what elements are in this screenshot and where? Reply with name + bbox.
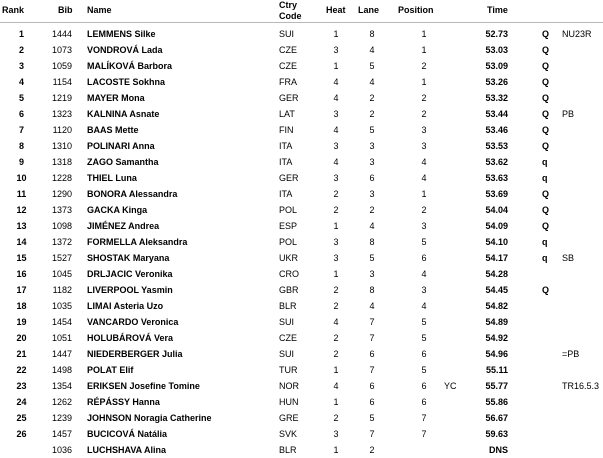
qualification-mark: Q: [542, 77, 550, 87]
athlete-name: LEMMENS Silke: [87, 29, 156, 39]
heat-cell: 1: [333, 221, 339, 231]
table-row: [0, 42, 603, 58]
heat-cell: 2: [333, 333, 339, 343]
lane-cell: 8: [369, 237, 375, 247]
country-code: ITA: [279, 141, 293, 151]
table-row: [0, 74, 603, 90]
heat-cell: 3: [333, 141, 339, 151]
table-row: [0, 234, 603, 250]
country-code: POL: [279, 205, 298, 215]
time-cell: 53.44: [485, 109, 508, 119]
bib-cell: 1098: [51, 221, 72, 231]
country-code: GBR: [279, 285, 299, 295]
country-code: GER: [279, 173, 299, 183]
table-row: [0, 26, 603, 42]
table-row: [0, 218, 603, 234]
time-cell: 53.69: [485, 189, 508, 199]
lane-cell: 3: [369, 141, 375, 151]
lane-cell: 7: [369, 317, 375, 327]
time-cell: 53.03: [485, 45, 508, 55]
heat-cell: 1: [333, 445, 339, 455]
heat-cell: 4: [333, 77, 339, 87]
country-code: FRA: [279, 77, 297, 87]
lane-cell: 4: [369, 221, 375, 231]
position-cell: 5: [421, 365, 427, 375]
time-cell: 53.09: [485, 61, 508, 71]
qualification-mark: Q: [542, 205, 550, 215]
athlete-name: KALNINA Asnate: [87, 109, 160, 119]
rank-cell: 21: [16, 349, 27, 359]
qualification-mark: q: [542, 237, 548, 247]
table-row: [0, 362, 603, 378]
time-cell: 54.82: [485, 301, 508, 311]
position-cell: 2: [421, 205, 427, 215]
bib-cell: 1372: [51, 237, 72, 247]
qualification-mark: Q: [542, 109, 550, 119]
lane-cell: 7: [369, 365, 375, 375]
country-code: ESP: [279, 221, 298, 231]
table-row: [0, 378, 603, 394]
table-row: [0, 154, 603, 170]
position-cell: 5: [421, 317, 427, 327]
time-cell: 54.04: [485, 205, 508, 215]
rank-cell: 24: [16, 397, 27, 407]
athlete-name: RÉPÁSSY Hanna: [87, 397, 160, 407]
heat-cell: 1: [333, 269, 339, 279]
athlete-name: JOHNSON Noragia Catherine: [87, 413, 212, 423]
lane-cell: 8: [369, 29, 375, 39]
heat-cell: 2: [333, 413, 339, 423]
position-cell: 1: [421, 29, 427, 39]
bib-cell: 1228: [51, 173, 72, 183]
heat-cell: 2: [333, 285, 339, 295]
position-cell: 6: [421, 253, 427, 263]
time-cell: 53.46: [485, 125, 508, 135]
lane-cell: 6: [369, 397, 375, 407]
table-header: [0, 0, 603, 23]
position-cell: 2: [421, 109, 427, 119]
country-code: BLR: [279, 445, 297, 455]
bib-cell: 1457: [51, 429, 72, 439]
bib-cell: 1219: [51, 93, 72, 103]
country-code: SUI: [279, 317, 295, 327]
record-note: =PB: [562, 349, 580, 359]
heat-cell: 4: [333, 317, 339, 327]
athlete-name: LACOSTE Sokhna: [87, 77, 166, 87]
qualification-mark: Q: [542, 285, 550, 295]
heat-cell: 4: [333, 93, 339, 103]
athlete-name: THIEL Luna: [87, 173, 137, 183]
heat-cell: 3: [333, 237, 339, 247]
qualification-mark: Q: [542, 125, 550, 135]
rank-cell: 22: [16, 365, 27, 375]
position-cell: 6: [421, 397, 427, 407]
bib-cell: 1527: [51, 253, 72, 263]
lane-cell: 3: [369, 189, 375, 199]
qualification-mark: Q: [542, 189, 550, 199]
qualification-mark: Q: [542, 93, 550, 103]
heat-cell: 4: [333, 125, 339, 135]
time-cell: 55.86: [485, 397, 508, 407]
time-cell: 56.67: [485, 413, 508, 423]
country-code: CZE: [279, 45, 297, 55]
lane-cell: 6: [369, 349, 375, 359]
rank-cell: 4: [18, 77, 24, 87]
bib-cell: 1354: [51, 381, 72, 391]
rank-cell: 7: [18, 125, 24, 135]
heat-cell: 4: [333, 381, 339, 391]
time-cell: 54.17: [485, 253, 508, 263]
athlete-name: LUCHSHAVA Alina: [87, 445, 167, 455]
time-cell: 53.26: [485, 77, 508, 87]
athlete-name: HOLUBÁROVÁ Vera: [87, 333, 174, 343]
lane-cell: 2: [369, 93, 375, 103]
country-code: CRO: [279, 269, 299, 279]
table-row: [0, 266, 603, 282]
time-cell: 54.92: [485, 333, 508, 343]
rank-cell: 10: [16, 173, 27, 183]
athlete-name: BAAS Mette: [87, 125, 139, 135]
rank-cell: 5: [18, 93, 24, 103]
position-cell: 1: [421, 45, 427, 55]
athlete-name: ZAGO Samantha: [87, 157, 159, 167]
position-cell: 4: [421, 301, 427, 311]
rank-cell: 6: [18, 109, 24, 119]
position-cell: 4: [421, 157, 427, 167]
lane-cell: 6: [369, 381, 375, 391]
bib-cell: 1036: [51, 445, 72, 455]
record-note: TR16.5.3: [562, 381, 600, 391]
lane-cell: 5: [369, 125, 375, 135]
header-bib: Bib: [58, 5, 73, 15]
table-row: [0, 170, 603, 186]
heat-cell: 1: [333, 365, 339, 375]
country-code: FIN: [279, 125, 294, 135]
country-code: LAT: [279, 109, 295, 119]
table-row: [0, 346, 603, 362]
header-lane: Lane: [358, 5, 380, 15]
qualification-mark: q: [542, 173, 548, 183]
lane-cell: 6: [369, 173, 375, 183]
heat-cell: 3: [333, 173, 339, 183]
rank-cell: 12: [16, 205, 27, 215]
time-cell: 54.45: [485, 285, 508, 295]
bib-cell: 1318: [51, 157, 72, 167]
table-row: [0, 122, 603, 138]
header-ctry-line1: Ctry: [279, 0, 298, 10]
country-code: NOR: [279, 381, 299, 391]
country-code: SUI: [279, 29, 295, 39]
athlete-name: LIVERPOOL Yasmin: [87, 285, 173, 295]
header-country-code: [279, 0, 302, 22]
athlete-name: BUCICOVÁ Natália: [87, 429, 168, 439]
bib-cell: 1498: [51, 365, 72, 375]
table-row: [0, 282, 603, 298]
bib-cell: 1444: [51, 29, 72, 39]
position-cell: 4: [421, 269, 427, 279]
table-row: [0, 442, 603, 458]
time-cell: 53.53: [485, 141, 508, 151]
time-cell: 53.32: [485, 93, 508, 103]
record-note: PB: [562, 109, 575, 119]
rank-cell: 26: [16, 429, 27, 439]
heat-cell: 1: [333, 61, 339, 71]
position-cell: 6: [421, 381, 427, 391]
heat-cell: 2: [333, 301, 339, 311]
header-position: Position: [398, 5, 434, 15]
bib-cell: 1454: [51, 317, 72, 327]
table-row: [0, 138, 603, 154]
table-row: [0, 314, 603, 330]
athlete-name: ERIKSEN Josefine Tomine: [87, 381, 200, 391]
position-cell: 4: [421, 173, 427, 183]
qualification-mark: q: [542, 157, 548, 167]
athlete-name: POLAT Elif: [87, 365, 134, 375]
bib-cell: 1310: [51, 141, 72, 151]
athlete-name: FORMELLA Aleksandra: [87, 237, 188, 247]
heat-cell: 3: [333, 109, 339, 119]
athlete-name: SHOSTAK Maryana: [87, 253, 170, 263]
time-cell: 55.77: [485, 381, 508, 391]
bib-cell: 1120: [52, 125, 72, 135]
bib-cell: 1154: [52, 77, 72, 87]
heat-cell: 1: [333, 397, 339, 407]
rank-cell: 20: [16, 333, 27, 343]
country-code: SUI: [279, 349, 295, 359]
athlete-name: BONORA Alessandra: [87, 189, 178, 199]
country-code: UKR: [279, 253, 299, 263]
country-code: POL: [279, 237, 298, 247]
table-row: [0, 202, 603, 218]
lane-cell: 2: [369, 205, 375, 215]
position-cell: 3: [421, 141, 427, 151]
country-code: CZE: [279, 333, 297, 343]
rank-cell: 11: [16, 189, 27, 199]
rank-cell: 2: [18, 45, 24, 55]
athlete-name: GACKA Kinga: [87, 205, 148, 215]
position-cell: 3: [421, 285, 427, 295]
athlete-name: VONDROVÁ Lada: [87, 45, 163, 55]
lane-cell: 4: [369, 301, 375, 311]
heat-cell: 4: [333, 157, 339, 167]
header-ctry-line2: Code: [279, 11, 302, 21]
qualification-mark: q: [542, 253, 548, 263]
results-table-body: [0, 26, 603, 458]
country-code: SVK: [279, 429, 298, 439]
athlete-name: MALÍKOVÁ Barbora: [87, 61, 173, 71]
table-row: [0, 90, 603, 106]
position-cell: 5: [421, 237, 427, 247]
record-note: NU23R: [562, 29, 592, 39]
heat-cell: 3: [333, 253, 339, 263]
lane-cell: 4: [369, 77, 375, 87]
rank-cell: 23: [16, 381, 27, 391]
time-cell: 54.89: [485, 317, 508, 327]
position-cell: 5: [421, 333, 427, 343]
country-code: BLR: [279, 301, 297, 311]
country-code: TUR: [279, 365, 298, 375]
bib-cell: 1262: [51, 397, 72, 407]
country-code: GRE: [279, 413, 299, 423]
rank-cell: 14: [16, 237, 27, 247]
lane-cell: 2: [369, 109, 375, 119]
table-row: [0, 58, 603, 74]
country-code: GER: [279, 93, 299, 103]
heat-cell: 3: [333, 429, 339, 439]
lane-cell: 3: [369, 269, 375, 279]
table-row: [0, 330, 603, 346]
position-cell: 7: [421, 429, 427, 439]
bib-cell: 1051: [51, 333, 72, 343]
bib-cell: 1323: [51, 109, 72, 119]
athlete-name: MAYER Mona: [87, 93, 145, 103]
time-cell: 54.96: [485, 349, 508, 359]
rank-cell: 3: [18, 61, 24, 71]
lane-cell: 5: [369, 253, 375, 263]
athlete-name: JIMÉNEZ Andrea: [87, 221, 160, 231]
country-code: ITA: [279, 157, 293, 167]
heat-cell: 2: [333, 205, 339, 215]
bib-cell: 1373: [51, 205, 72, 215]
header-heat: Heat: [326, 5, 346, 15]
table-row: [0, 426, 603, 442]
time-cell: 55.11: [485, 365, 508, 375]
time-cell: 53.62: [485, 157, 508, 167]
position-cell: 1: [421, 189, 427, 199]
rank-cell: 25: [16, 413, 27, 423]
bib-cell: 1290: [51, 189, 72, 199]
position-cell: 2: [421, 61, 427, 71]
header-rank: Rank: [2, 5, 25, 15]
lane-cell: 5: [369, 413, 375, 423]
qualification-mark: Q: [542, 221, 550, 231]
position-cell: 7: [421, 413, 427, 423]
athlete-name: NIEDERBERGER Julia: [87, 349, 183, 359]
table-row: [0, 410, 603, 426]
time-cell: 52.73: [485, 29, 508, 39]
lane-cell: 2: [369, 445, 375, 455]
time-cell: 54.28: [485, 269, 508, 279]
lane-cell: 7: [369, 333, 375, 343]
bib-cell: 1045: [51, 269, 72, 279]
position-cell: 3: [421, 221, 427, 231]
lane-cell: 4: [369, 45, 375, 55]
record-note: SB: [562, 253, 575, 263]
time-cell: 54.09: [485, 221, 508, 231]
table-row: [0, 394, 603, 410]
heat-cell: 2: [333, 189, 339, 199]
card-flag: YC: [444, 381, 457, 391]
bib-cell: 1059: [51, 61, 72, 71]
qualification-mark: Q: [542, 45, 550, 55]
rank-cell: 16: [16, 269, 27, 279]
heat-cell: 1: [333, 29, 339, 39]
time-cell: 53.63: [485, 173, 508, 183]
lane-cell: 8: [369, 285, 375, 295]
qualification-mark: Q: [542, 61, 550, 71]
table-row: [0, 298, 603, 314]
bib-cell: 1447: [51, 349, 72, 359]
time-cell: 54.10: [485, 237, 508, 247]
country-code: ITA: [279, 189, 293, 199]
rank-cell: 1: [18, 29, 24, 39]
table-row: [0, 186, 603, 202]
position-cell: 6: [421, 349, 427, 359]
heat-cell: 2: [333, 349, 339, 359]
lane-cell: 7: [369, 429, 375, 439]
bib-cell: 1182: [52, 285, 72, 295]
heat-cell: 3: [333, 45, 339, 55]
table-row: [0, 106, 603, 122]
qualification-mark: Q: [542, 141, 550, 151]
position-cell: 3: [421, 125, 427, 135]
rank-cell: 8: [18, 141, 24, 151]
athlete-name: DRLJACIC Veronika: [87, 269, 173, 279]
qualification-mark: Q: [542, 29, 550, 39]
position-cell: 1: [421, 77, 427, 87]
table-row: [0, 250, 603, 266]
bib-cell: 1035: [51, 301, 72, 311]
rank-cell: 19: [16, 317, 27, 327]
time-cell: 59.63: [485, 429, 508, 439]
rank-cell: 18: [16, 301, 27, 311]
rank-cell: 17: [16, 285, 27, 295]
header-time: Time: [487, 5, 508, 15]
country-code: HUN: [279, 397, 299, 407]
country-code: CZE: [279, 61, 297, 71]
rank-cell: 13: [16, 221, 27, 231]
rank-cell: 9: [18, 157, 24, 167]
lane-cell: 3: [369, 157, 375, 167]
athlete-name: VANCARDO Veronica: [87, 317, 179, 327]
header-name: Name: [87, 5, 112, 15]
position-cell: 2: [421, 93, 427, 103]
bib-cell: 1073: [51, 45, 72, 55]
athlete-name: LIMAI Asteria Uzo: [87, 301, 164, 311]
time-cell: DNS: [488, 445, 508, 455]
rank-cell: 15: [16, 253, 27, 263]
lane-cell: 5: [369, 61, 375, 71]
athlete-name: POLINARI Anna: [87, 141, 155, 151]
bib-cell: 1239: [51, 413, 72, 423]
